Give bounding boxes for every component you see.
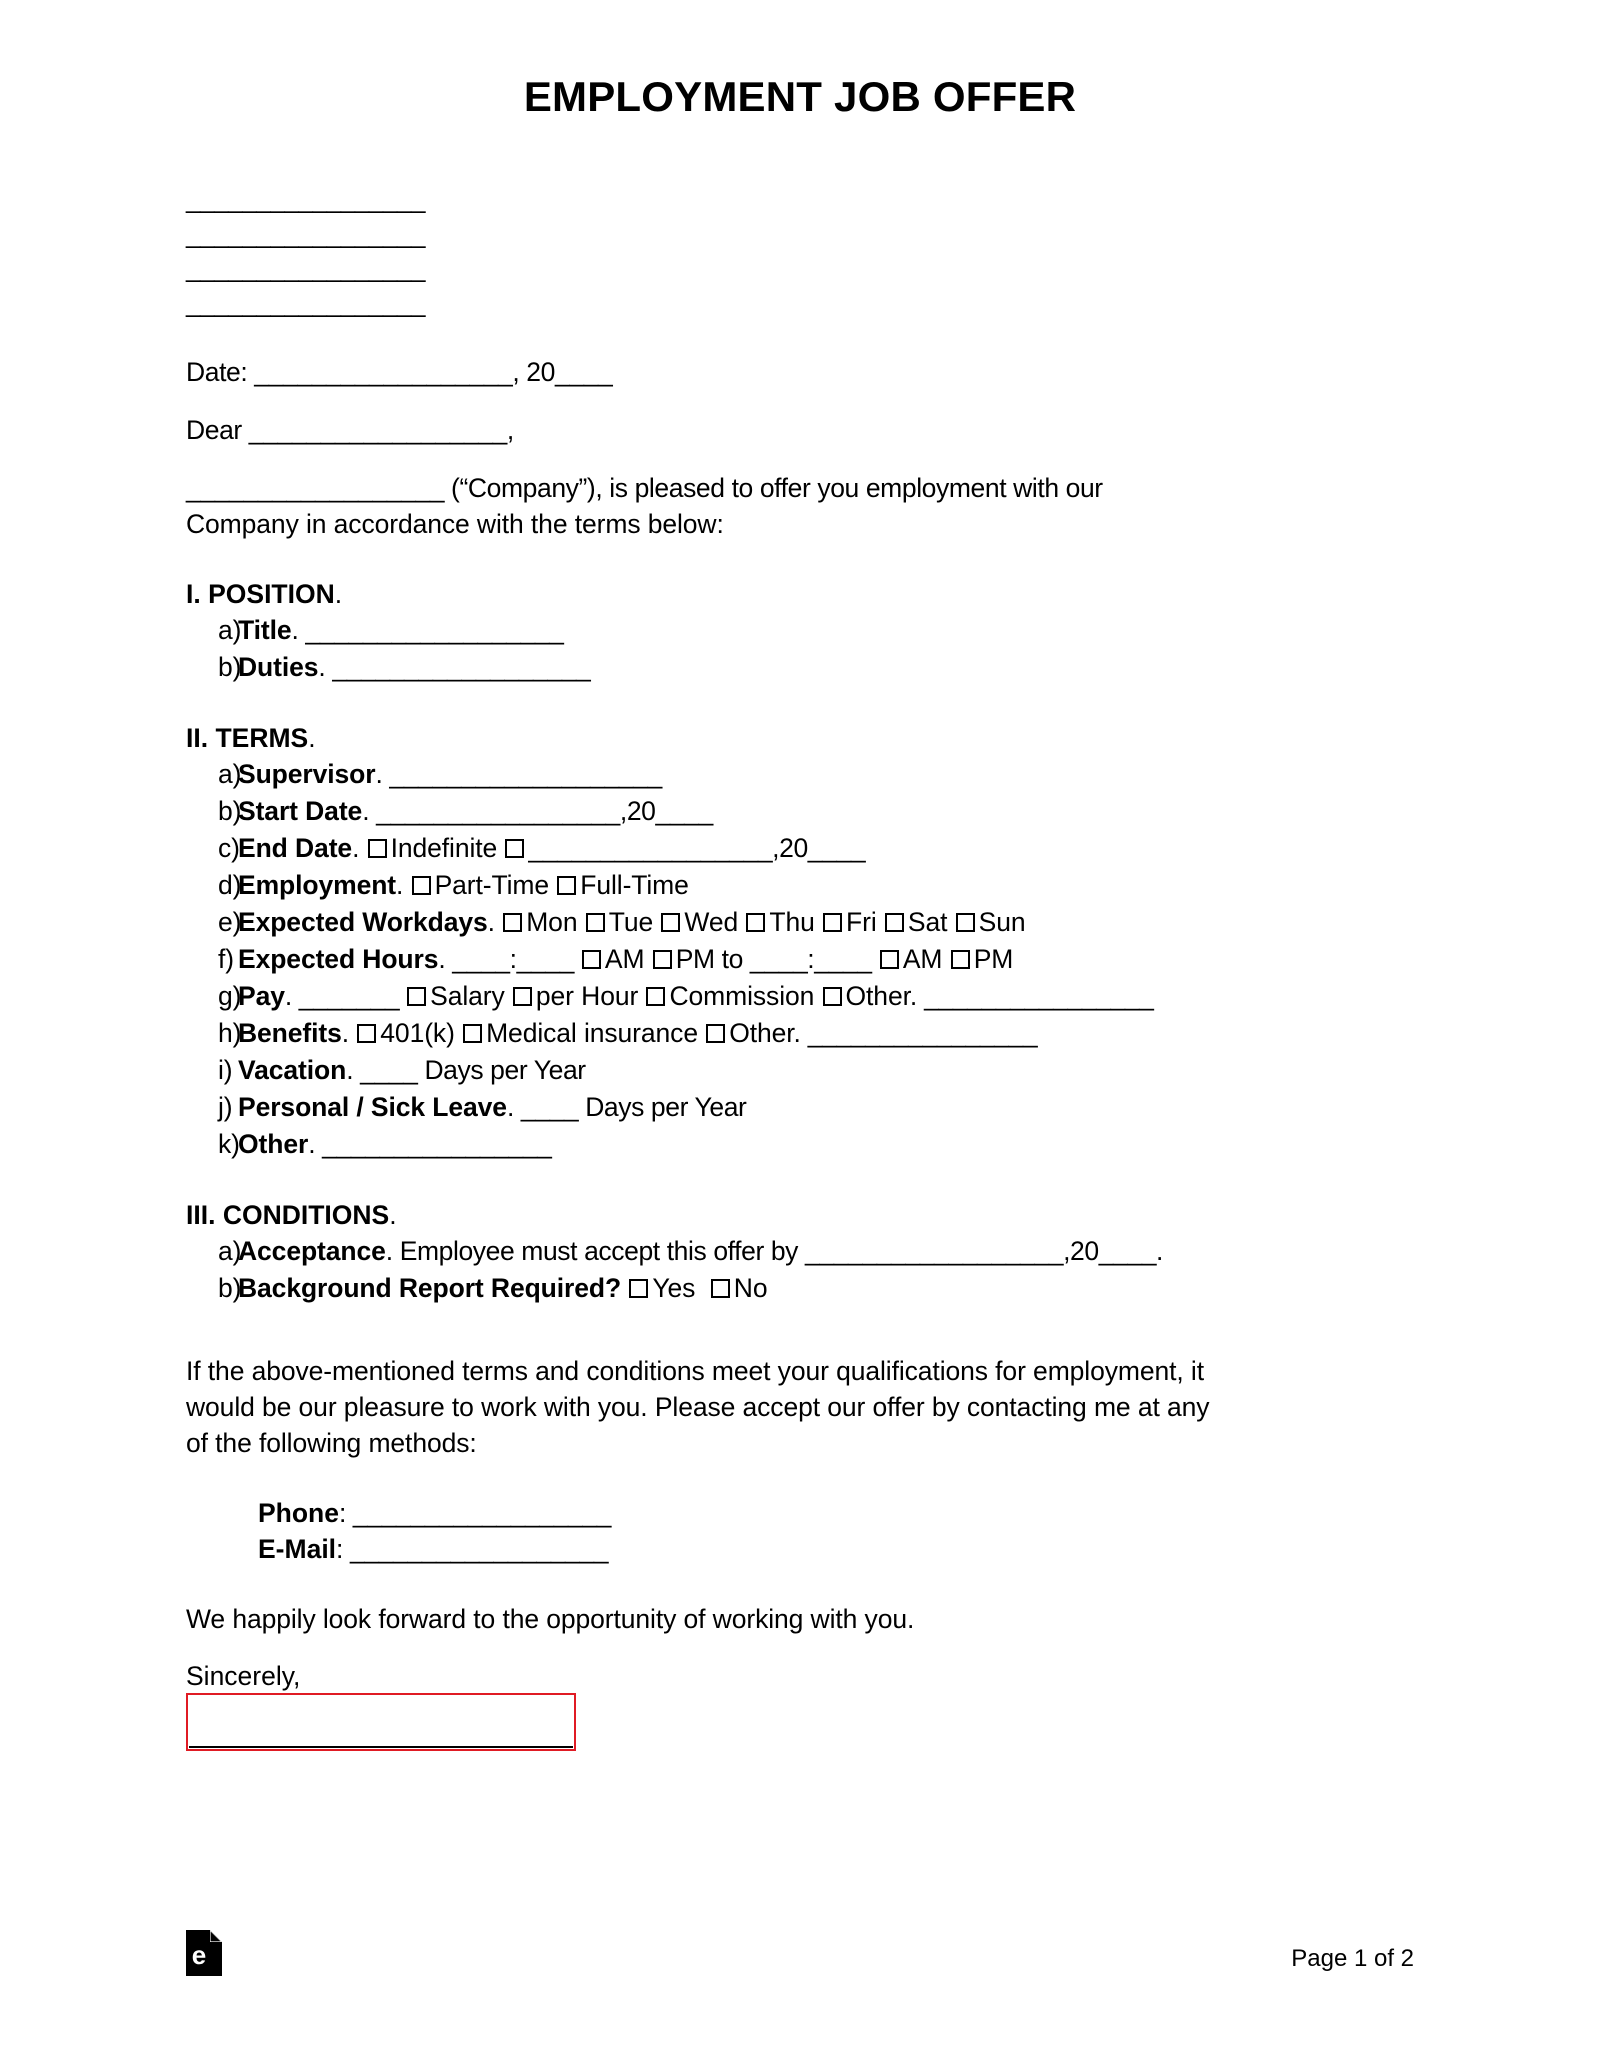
item-post-end-date[interactable]: _________________,20____ [528, 833, 866, 864]
checkbox-label-end-pm: PM [973, 944, 1014, 975]
checkbox-start-pm[interactable] [653, 950, 672, 969]
checkbox-label-end-am: AM [902, 944, 943, 975]
item-value-start-date[interactable]: . _________________,20____ [362, 796, 713, 827]
item-marker-b: b) [218, 652, 242, 683]
intro-line-1: __________________ (“Company”), is pleased to offer you employment with our [186, 473, 1103, 504]
section-title-terms: TERMS [215, 723, 309, 754]
checkbox-label-wed: Wed [684, 907, 739, 938]
list-item-personal-sick-leave[interactable] [186, 1089, 1414, 1126]
page-number: Page 1 of 2 [1291, 1945, 1414, 1972]
phone-label: Phone [258, 1498, 339, 1529]
checkbox-label-background-yes: Yes [652, 1273, 696, 1304]
checkbox-commission[interactable] [646, 987, 665, 1006]
eforms-logo-icon [186, 1930, 222, 1976]
item-value-terms-other[interactable]: . ________________ [308, 1129, 552, 1160]
item-value-personal-sick-leave[interactable]: . ____ Days per Year [506, 1092, 747, 1123]
address-line-2[interactable]: _________________ [186, 218, 426, 249]
item-marker-b: b) [218, 796, 242, 827]
forward-paragraph: We happily look forward to the opportunity of working with you. [186, 1604, 915, 1635]
checkbox-label-sat: Sat [907, 907, 948, 938]
intro-line-2: Company in accordance with the terms below: [186, 509, 724, 540]
contact-block [258, 1495, 1414, 1567]
section-suffix-ii: . [308, 723, 316, 754]
item-label-expected-workdays: Expected Workdays [238, 907, 488, 938]
item-marker-c: c) [218, 833, 240, 864]
item-label-personal-sick-leave: Personal / Sick Leave [238, 1092, 507, 1123]
section-suffix-i: . [334, 579, 343, 610]
checkbox-label-per-hour: per Hour [535, 981, 639, 1012]
list-item-supervisor[interactable] [186, 756, 1414, 793]
item-marker-k: k) [218, 1129, 240, 1160]
item-label-start-date: Start Date [238, 796, 363, 827]
checkbox-label-benefits-other: Other. [729, 1018, 801, 1049]
section-number-iii: III. [186, 1200, 216, 1231]
checkbox-mon[interactable] [503, 913, 522, 932]
item-label-supervisor: Supervisor [238, 759, 376, 790]
item-label-duties: Duties [238, 652, 319, 683]
intro-paragraph [186, 470, 1414, 542]
section-heading-conditions [186, 1197, 1414, 1233]
position-item-list [186, 612, 1414, 686]
item-post-benefits[interactable]: ________________ [800, 1018, 1038, 1049]
checkbox-401k[interactable] [357, 1024, 376, 1043]
checkbox-label-fri: Fri [846, 907, 877, 938]
item-pre-benefits: . [341, 1018, 357, 1049]
item-marker-a: a) [218, 615, 242, 646]
checkbox-end-pm[interactable] [951, 950, 970, 969]
item-pre-end-date: . [352, 833, 367, 864]
checkbox-sun[interactable] [956, 913, 975, 932]
list-item-vacation[interactable] [186, 1052, 1414, 1089]
section-number-ii: II. [186, 723, 209, 754]
item-label-end-date: End Date [238, 833, 353, 864]
checkbox-full-time[interactable] [557, 876, 576, 895]
item-value-vacation[interactable]: . ____ Days per Year [346, 1055, 586, 1086]
checkbox-label-background-no: No [733, 1273, 768, 1304]
checkbox-salary[interactable] [407, 987, 426, 1006]
address-line-1[interactable]: _________________ [186, 184, 426, 215]
item-label-background-report: Background Report Required? [238, 1273, 622, 1304]
checkbox-label-mon: Mon [526, 907, 578, 938]
checkbox-end-am[interactable] [880, 950, 899, 969]
list-item-benefits[interactable] [186, 1015, 1414, 1052]
checkbox-label-pay-other: Other. [845, 981, 918, 1012]
list-item-background-report[interactable] [186, 1270, 1414, 1307]
phone-row[interactable] [258, 1495, 1414, 1531]
checkbox-thu[interactable] [746, 913, 765, 932]
list-item-end-date[interactable] [186, 830, 1414, 867]
checkbox-background-no[interactable] [711, 1279, 730, 1298]
svg-text:e: e [191, 1940, 207, 1970]
section-heading-position [186, 576, 1414, 612]
item-label-vacation: Vacation [238, 1055, 347, 1086]
item-marker-j: j) [218, 1092, 233, 1123]
document-content [186, 0, 1414, 1751]
terms-item-list [186, 756, 1414, 1163]
item-marker-g: g) [218, 981, 242, 1012]
list-item-expected-hours[interactable] [186, 941, 1414, 978]
item-pre-pay[interactable]: . _______ [284, 981, 407, 1012]
item-marker-a: a) [218, 759, 242, 790]
checkbox-start-am[interactable] [582, 950, 601, 969]
checkbox-tue[interactable] [586, 913, 605, 932]
list-item-expected-workdays[interactable] [186, 904, 1414, 941]
checkbox-background-yes[interactable] [629, 1279, 648, 1298]
item-marker-e: e) [218, 907, 242, 938]
checkbox-label-sun: Sun [978, 907, 1026, 938]
section-number-i: I. [186, 579, 201, 610]
closing-paragraph [186, 1353, 1414, 1461]
list-item-pay[interactable] [186, 978, 1414, 1015]
checkbox-benefits-other[interactable] [706, 1024, 725, 1043]
list-item-title[interactable] [186, 612, 1414, 649]
item-marker-a: a) [218, 1236, 242, 1267]
item-pre-expected-workdays: . [487, 907, 503, 938]
item-label-expected-hours: Expected Hours [238, 944, 439, 975]
item-label-title: Title [238, 615, 292, 646]
item-value-supervisor[interactable]: . ___________________ [375, 759, 662, 790]
salutation-line[interactable]: Dear __________________, [186, 415, 514, 446]
section-title-conditions: CONDITIONS [222, 1200, 390, 1231]
section-heading-terms [186, 720, 1414, 756]
address-line-4[interactable]: _________________ [186, 287, 426, 318]
closing-line-1: If the above-mentioned terms and conditions meet your qualifications for employment, it [186, 1356, 1204, 1387]
checkbox-fri[interactable] [823, 913, 842, 932]
list-item-start-date[interactable] [186, 793, 1414, 830]
checkbox-label-salary: Salary [430, 981, 505, 1012]
item-label-pay: Pay [238, 981, 285, 1012]
list-item-acceptance[interactable] [186, 1233, 1414, 1270]
checkbox-wed[interactable] [661, 913, 680, 932]
item-label-benefits: Benefits [238, 1018, 342, 1049]
phone-field[interactable]: : __________________ [338, 1498, 611, 1529]
checkbox-per-hour[interactable] [513, 987, 532, 1006]
list-item-employment[interactable] [186, 867, 1414, 904]
checkbox-sat[interactable] [885, 913, 904, 932]
sincerely-text: Sincerely, [186, 1661, 301, 1692]
address-line-3[interactable]: _________________ [186, 253, 426, 284]
page-footer [186, 1930, 1414, 2020]
checkbox-label-start-pm: PM to ____:____ [675, 944, 872, 975]
checkbox-label-tue: Tue [608, 907, 654, 938]
signature-input[interactable] [186, 1693, 576, 1751]
signature-rule [189, 1746, 573, 1748]
list-item-terms-other[interactable] [186, 1126, 1414, 1163]
checkbox-label-commission: Commission [669, 981, 815, 1012]
checkbox-label-start-am: AM [604, 944, 645, 975]
address-block [186, 182, 1414, 320]
checkbox-medical-insurance[interactable] [463, 1024, 482, 1043]
item-label-terms-other: Other [238, 1129, 309, 1160]
checkbox-label-401k: 401(k) [380, 1018, 455, 1049]
checkbox-label-indefinite: Indefinite [390, 833, 498, 864]
section-suffix-iii: . [389, 1200, 397, 1231]
checkbox-end-date-specific[interactable] [505, 839, 524, 858]
checkbox-part-time[interactable] [412, 876, 431, 895]
item-marker-f: f) [218, 944, 234, 975]
item-label-employment: Employment [238, 870, 397, 901]
checkbox-label-medical-insurance: Medical insurance [486, 1018, 698, 1049]
date-line[interactable]: Date: __________________, 20____ [186, 357, 613, 388]
item-value-acceptance[interactable]: . Employee must accept this offer by __________________,20____. [385, 1236, 1164, 1267]
item-marker-i: i) [218, 1055, 233, 1086]
list-item-duties[interactable] [186, 649, 1414, 686]
item-marker-b: b) [218, 1273, 242, 1304]
item-value-duties[interactable]: . __________________ [318, 652, 591, 683]
item-pre-employment: . [396, 870, 411, 901]
item-pre-background-report [621, 1273, 628, 1303]
closing-line-2: would be our pleasure to work with you. Please accept our offer by contacting me at any [186, 1392, 1210, 1423]
section-title-position: POSITION [208, 579, 335, 610]
email-label: E-Mail [258, 1534, 337, 1565]
email-field[interactable]: : __________________ [336, 1534, 609, 1565]
conditions-item-list [186, 1233, 1414, 1307]
checkbox-indefinite[interactable] [368, 839, 387, 858]
item-value-title[interactable]: . __________________ [291, 615, 564, 646]
item-post-pay[interactable]: ________________ [917, 981, 1154, 1012]
checkbox-label-part-time: Part-Time [434, 870, 549, 901]
item-label-acceptance: Acceptance [238, 1236, 386, 1267]
item-pre-expected-hours[interactable]: . ____:____ [438, 944, 581, 975]
page-title: EMPLOYMENT JOB OFFER [523, 73, 1077, 120]
email-row[interactable] [258, 1531, 1414, 1567]
closing-line-3: of the following methods: [186, 1428, 477, 1459]
checkbox-pay-other[interactable] [823, 987, 842, 1006]
item-marker-d: d) [218, 870, 242, 901]
item-marker-h: h) [218, 1018, 242, 1049]
checkbox-label-thu: Thu [769, 907, 815, 938]
checkbox-label-full-time: Full-Time [580, 870, 689, 901]
